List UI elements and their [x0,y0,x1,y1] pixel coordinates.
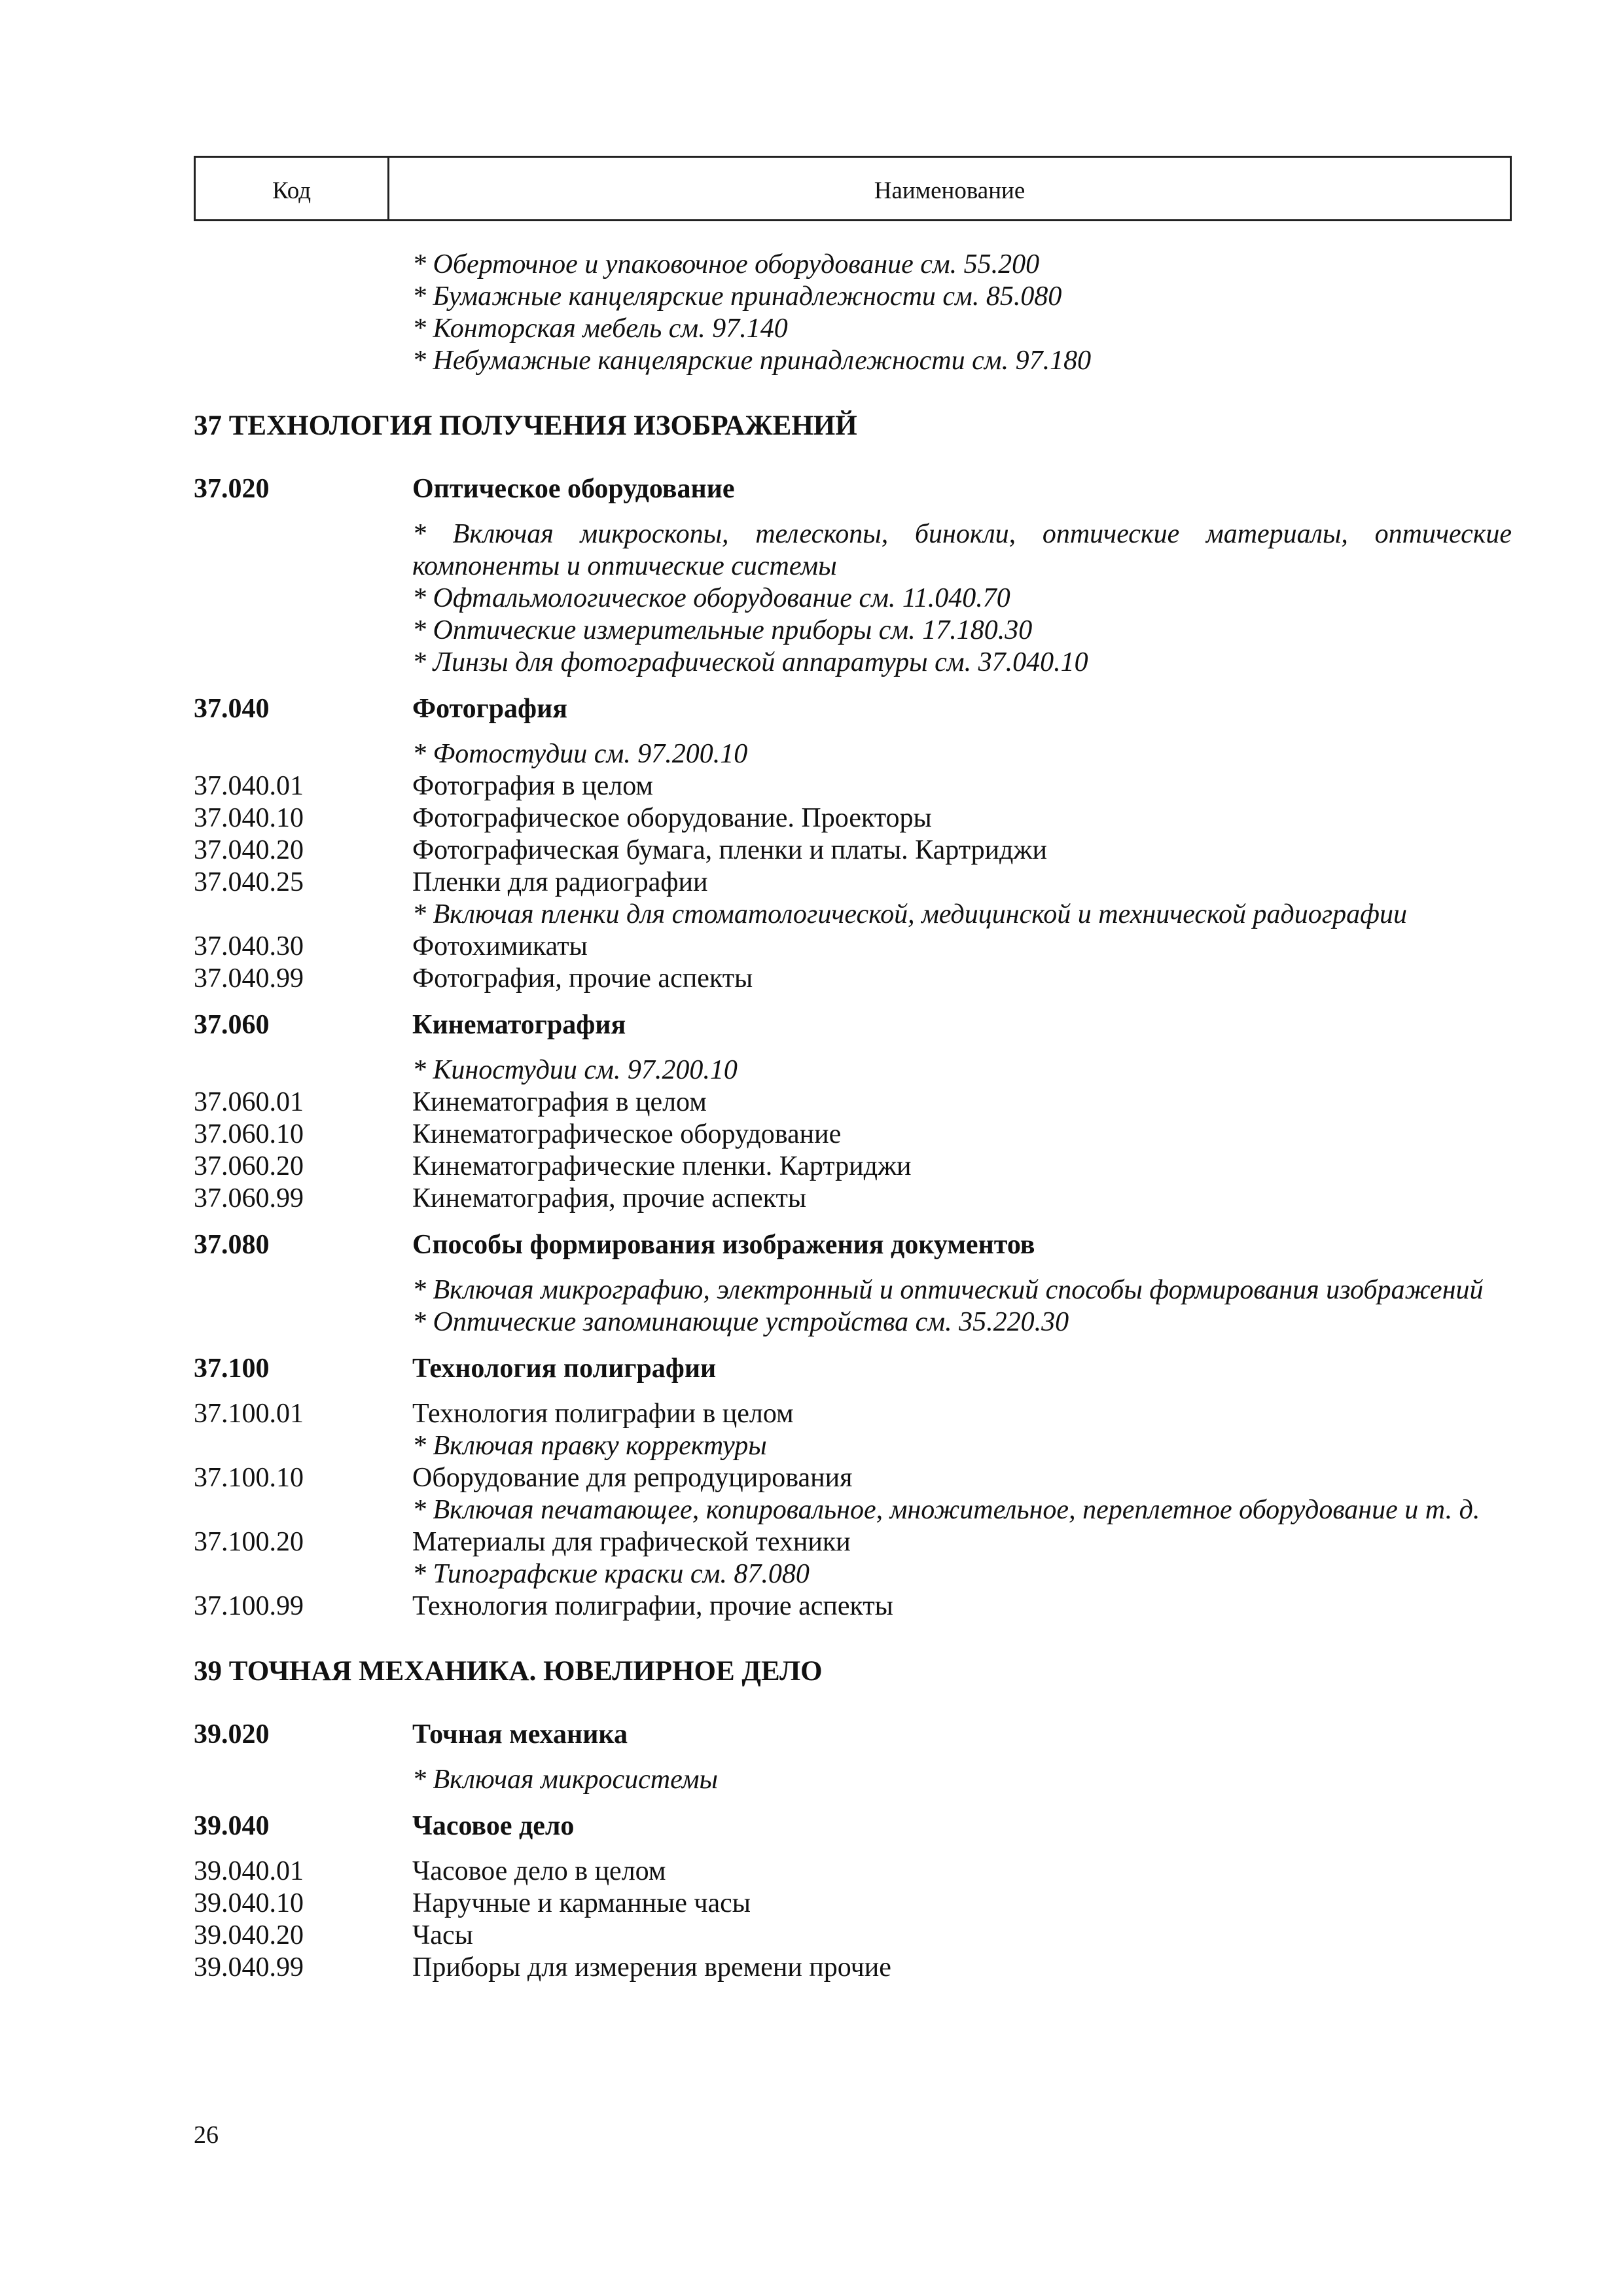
note-text: * Оберточное и упаковочное оборудование см. 55.200 [412,249,1040,279]
group-code: 37.040 [194,694,270,724]
item-code: 37.040.99 [194,963,304,994]
item-name: Материалы для графической техники [412,1527,851,1557]
note-text: * Включая пленки для стоматологической, медицинской и технической радиографии [412,899,1407,929]
list-item [194,1526,1512,1558]
item-code: 37.100.99 [194,1591,304,1621]
classification-list [194,249,1512,1984]
item-code: 37.060.20 [194,1151,304,1181]
item-name: Фотографическое оборудование. Проекторы [412,803,932,833]
note-row [194,249,1512,281]
list-item [194,1183,1512,1215]
item-name: Пленки для радиографии [412,867,708,897]
list-item [194,963,1512,995]
item-name: Фотография, прочие аспекты [412,963,753,994]
note-text: * Включая микроскопы, телескопы, бинокли, оптические материалы, оптические компоненты и оптические системы [412,519,1512,581]
note-text: * Линзы для фотографической аппаратуры см. 37.040.10 [412,647,1088,677]
item-name: Кинематография в целом [412,1087,707,1117]
group-title: Оптическое оборудование [412,474,735,504]
item-code: 39.040.01 [194,1856,304,1886]
note-text: * Офтальмологическое оборудование см. 11.040.70 [412,583,1010,613]
note-text: * Типографские краски см. 87.080 [412,1559,810,1589]
note-text: * Оптические измерительные приборы см. 17.180.30 [412,615,1033,645]
list-item [194,1398,1512,1430]
group-row [194,1229,1512,1261]
group-title: Способы формирования изображения документов [412,1230,1035,1260]
list-item [194,770,1512,802]
note-text: * Киностудии см. 97.200.10 [412,1055,738,1085]
note-text: * Бумажные канцелярские принадлежности см. 85.080 [412,281,1062,312]
list-item [194,1856,1512,1888]
column-header-code: Код [196,158,389,219]
group-code: 37.080 [194,1230,270,1260]
list-item [194,834,1512,867]
group-title: Кинематография [412,1010,626,1040]
item-name: Кинематографические пленки. Картриджи [412,1151,912,1181]
note-text: * Включая печатающее, копировальное, множительное, переплетное оборудование и т. д. [412,1495,1480,1525]
item-code: 37.040.30 [194,931,304,961]
list-item [194,1151,1512,1183]
group-code: 39.040 [194,1811,270,1841]
section-heading: 39 ТОЧНАЯ МЕХАНИКА. ЮВЕЛИРНОЕ ДЕЛО [194,1656,823,1687]
item-name: Оборудование для репродуцирования [412,1463,853,1493]
group-row [194,473,1512,505]
group-code: 37.020 [194,474,270,504]
item-name: Часовое дело в целом [412,1856,666,1886]
list-item [194,1952,1512,1984]
note-row [194,899,1512,931]
note-text: * Фотостудии см. 97.200.10 [412,739,748,769]
note-row [194,345,1512,377]
item-code: 37.100.10 [194,1463,304,1493]
item-code: 37.100.01 [194,1399,304,1429]
group-code: 39.020 [194,1719,270,1749]
table-header [194,156,1512,221]
item-name: Часы [412,1920,473,1950]
item-name: Фотографическая бумага, пленки и платы. Картриджи [412,835,1047,865]
note-text: * Оптические запоминающие устройства см. 35.220.30 [412,1307,1069,1337]
item-name: Кинематография, прочие аспекты [412,1183,807,1213]
note-row [194,1306,1512,1338]
note-text: * Включая микрографию, электронный и оптический способы формирования изображений [412,1275,1484,1305]
group-code: 37.100 [194,1354,270,1384]
list-item [194,1590,1512,1623]
section-heading: 37 ТЕХНОЛОГИЯ ПОЛУЧЕНИЯ ИЗОБРАЖЕНИЙ [194,410,857,441]
item-code: 37.040.01 [194,771,304,801]
item-code: 37.060.01 [194,1087,304,1117]
note-row [194,1558,1512,1590]
page-number: 26 [194,2121,219,2149]
list-item [194,1086,1512,1119]
note-row [194,1054,1512,1086]
list-item [194,1888,1512,1920]
group-row [194,1719,1512,1751]
item-name: Фотохимикаты [412,931,588,961]
note-row [194,1494,1512,1526]
group-title: Точная механика [412,1719,628,1749]
note-text: * Конторская мебель см. 97.140 [412,314,788,344]
item-code: 37.040.10 [194,803,304,833]
note-row [194,615,1512,647]
group-title: Технология полиграфии [412,1354,717,1384]
note-row [194,518,1512,583]
list-item [194,1462,1512,1494]
item-name: Наручные и карманные часы [412,1888,751,1918]
item-code: 39.040.10 [194,1888,304,1918]
group-title: Фотография [412,694,568,724]
note-row [194,1764,1512,1796]
note-row [194,281,1512,313]
list-item [194,1119,1512,1151]
list-item [194,931,1512,963]
item-code: 39.040.99 [194,1952,304,1982]
note-row [194,313,1512,345]
list-item [194,867,1512,899]
note-text: * Включая правку корректуры [412,1431,767,1461]
item-name: Приборы для измерения времени прочие [412,1952,891,1982]
item-code: 37.100.20 [194,1527,304,1557]
item-name: Технология полиграфии в целом [412,1399,794,1429]
note-row [194,1274,1512,1306]
list-item [194,802,1512,834]
item-code: 39.040.20 [194,1920,304,1950]
group-title: Часовое дело [412,1811,575,1841]
item-name: Кинематографическое оборудование [412,1119,842,1149]
group-row [194,1009,1512,1041]
note-text: * Включая микросистемы [412,1765,718,1795]
item-code: 37.060.99 [194,1183,304,1213]
list-item [194,1920,1512,1952]
note-text: * Небумажные канцелярские принадлежности см. 97.180 [412,346,1092,376]
note-row [194,583,1512,615]
column-header-name: Наименование [874,177,1026,204]
item-code: 37.040.25 [194,867,304,897]
note-row [194,738,1512,770]
note-row [194,647,1512,679]
item-code: 37.060.10 [194,1119,304,1149]
group-row [194,1353,1512,1385]
item-name: Технология полиграфии, прочие аспекты [412,1591,893,1621]
group-row [194,1810,1512,1842]
item-code: 37.040.20 [194,835,304,865]
group-code: 37.060 [194,1010,270,1040]
item-name: Фотография в целом [412,771,653,801]
group-row [194,693,1512,725]
note-row [194,1430,1512,1462]
